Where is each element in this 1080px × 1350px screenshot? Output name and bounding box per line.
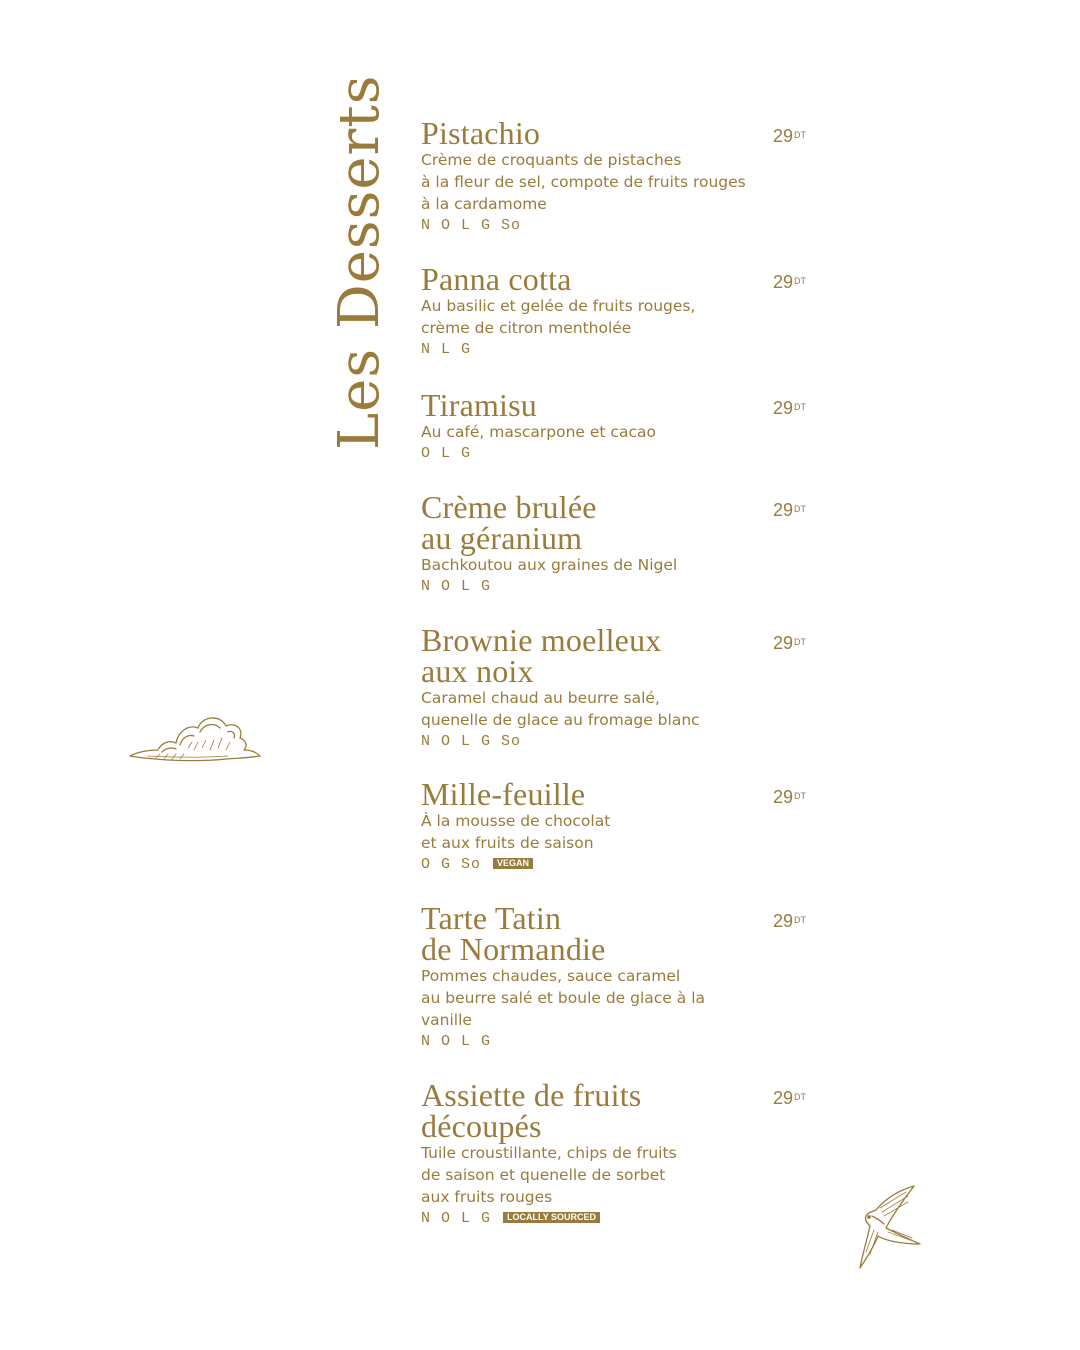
item-price: $29^{DT}$: [773, 1088, 807, 1108]
item-name: Crème brulée au géranium: [421, 489, 597, 556]
item-price: $29^{DT}$: [773, 500, 807, 520]
menu-item: [421, 261, 821, 390]
menu-item: [421, 776, 821, 903]
currency-label: DT: [794, 791, 807, 801]
vegan-badge: VEGAN: [493, 858, 533, 869]
currency-label: DT: [794, 504, 807, 514]
item-name: Tiramisu: [421, 387, 538, 423]
menu-item: [421, 900, 821, 1080]
item-allergen-tags: N O L G So: [421, 733, 522, 750]
item-name: Brownie moelleux aux noix: [421, 622, 662, 689]
section-title: Les Desserts: [327, 74, 392, 450]
item-description: Tuile croustillante, chips de fruits de saison et quenelle de sorbet aux fruits rouges: [421, 1144, 677, 1206]
item-description: Caramel chaud au beurre salé, quenelle de glace au fromage blanc: [421, 689, 700, 729]
item-allergen-tags: N O L G: [421, 1033, 492, 1050]
item-description: Au basilic et gelée de fruits rouges, crème de citron mentholée: [421, 297, 696, 337]
dessert-list: [421, 115, 821, 1229]
cloud-icon: [128, 712, 262, 770]
item-description: À la mousse de chocolat et aux fruits de saison: [421, 812, 611, 852]
item-price: $29^{DT}$: [773, 787, 807, 807]
item-name: Assiette de fruits découpés: [421, 1077, 642, 1144]
item-allergen-tags: N O L G LOCALLY SOURCED: [421, 1209, 821, 1229]
menu-item: [421, 622, 821, 779]
currency-label: DT: [794, 915, 807, 925]
item-allergen-tags: N O L G So: [421, 217, 522, 234]
menu-item: [421, 387, 821, 492]
currency-label: DT: [794, 276, 807, 286]
item-price: $29^{DT}$: [773, 911, 807, 931]
item-allergen-tags: N O L G: [421, 578, 492, 595]
locally-sourced-badge: LOCALLY SOURCED: [503, 1212, 600, 1223]
item-allergen-tags: N L G: [421, 341, 472, 358]
item-description: Pommes chaudes, sauce caramel au beurre salé et boule de glace à la vanille: [421, 967, 706, 1029]
item-allergen-tags: O G So VEGAN: [421, 855, 821, 875]
item-price: $29^{DT}$: [773, 272, 807, 292]
currency-label: DT: [794, 130, 807, 140]
menu-item: [421, 1077, 821, 1229]
currency-label: DT: [794, 637, 807, 647]
item-description: Au café, mascarpone et cacao: [421, 423, 656, 441]
item-price: $29^{DT}$: [773, 398, 807, 418]
item-name: Tarte Tatin de Normandie: [421, 900, 606, 967]
menu-item: [421, 115, 821, 264]
currency-label: DT: [794, 1092, 807, 1102]
item-allergen-tags: O L G: [421, 445, 472, 462]
item-description: Crème de croquants de pistaches à la fleur de sel, compote de fruits rouges à la cardamome: [421, 151, 746, 213]
item-name: Mille-feuille: [421, 776, 586, 812]
swallow-icon: [850, 1182, 922, 1272]
item-description: Bachkoutou aux graines de Nigel: [421, 556, 678, 574]
item-name: Pistachio: [421, 115, 541, 151]
item-price: $29^{DT}$: [773, 633, 807, 653]
currency-label: DT: [794, 402, 807, 412]
item-price: $29^{DT}$: [773, 126, 807, 146]
item-name: Panna cotta: [421, 261, 572, 297]
menu-item: [421, 489, 821, 625]
